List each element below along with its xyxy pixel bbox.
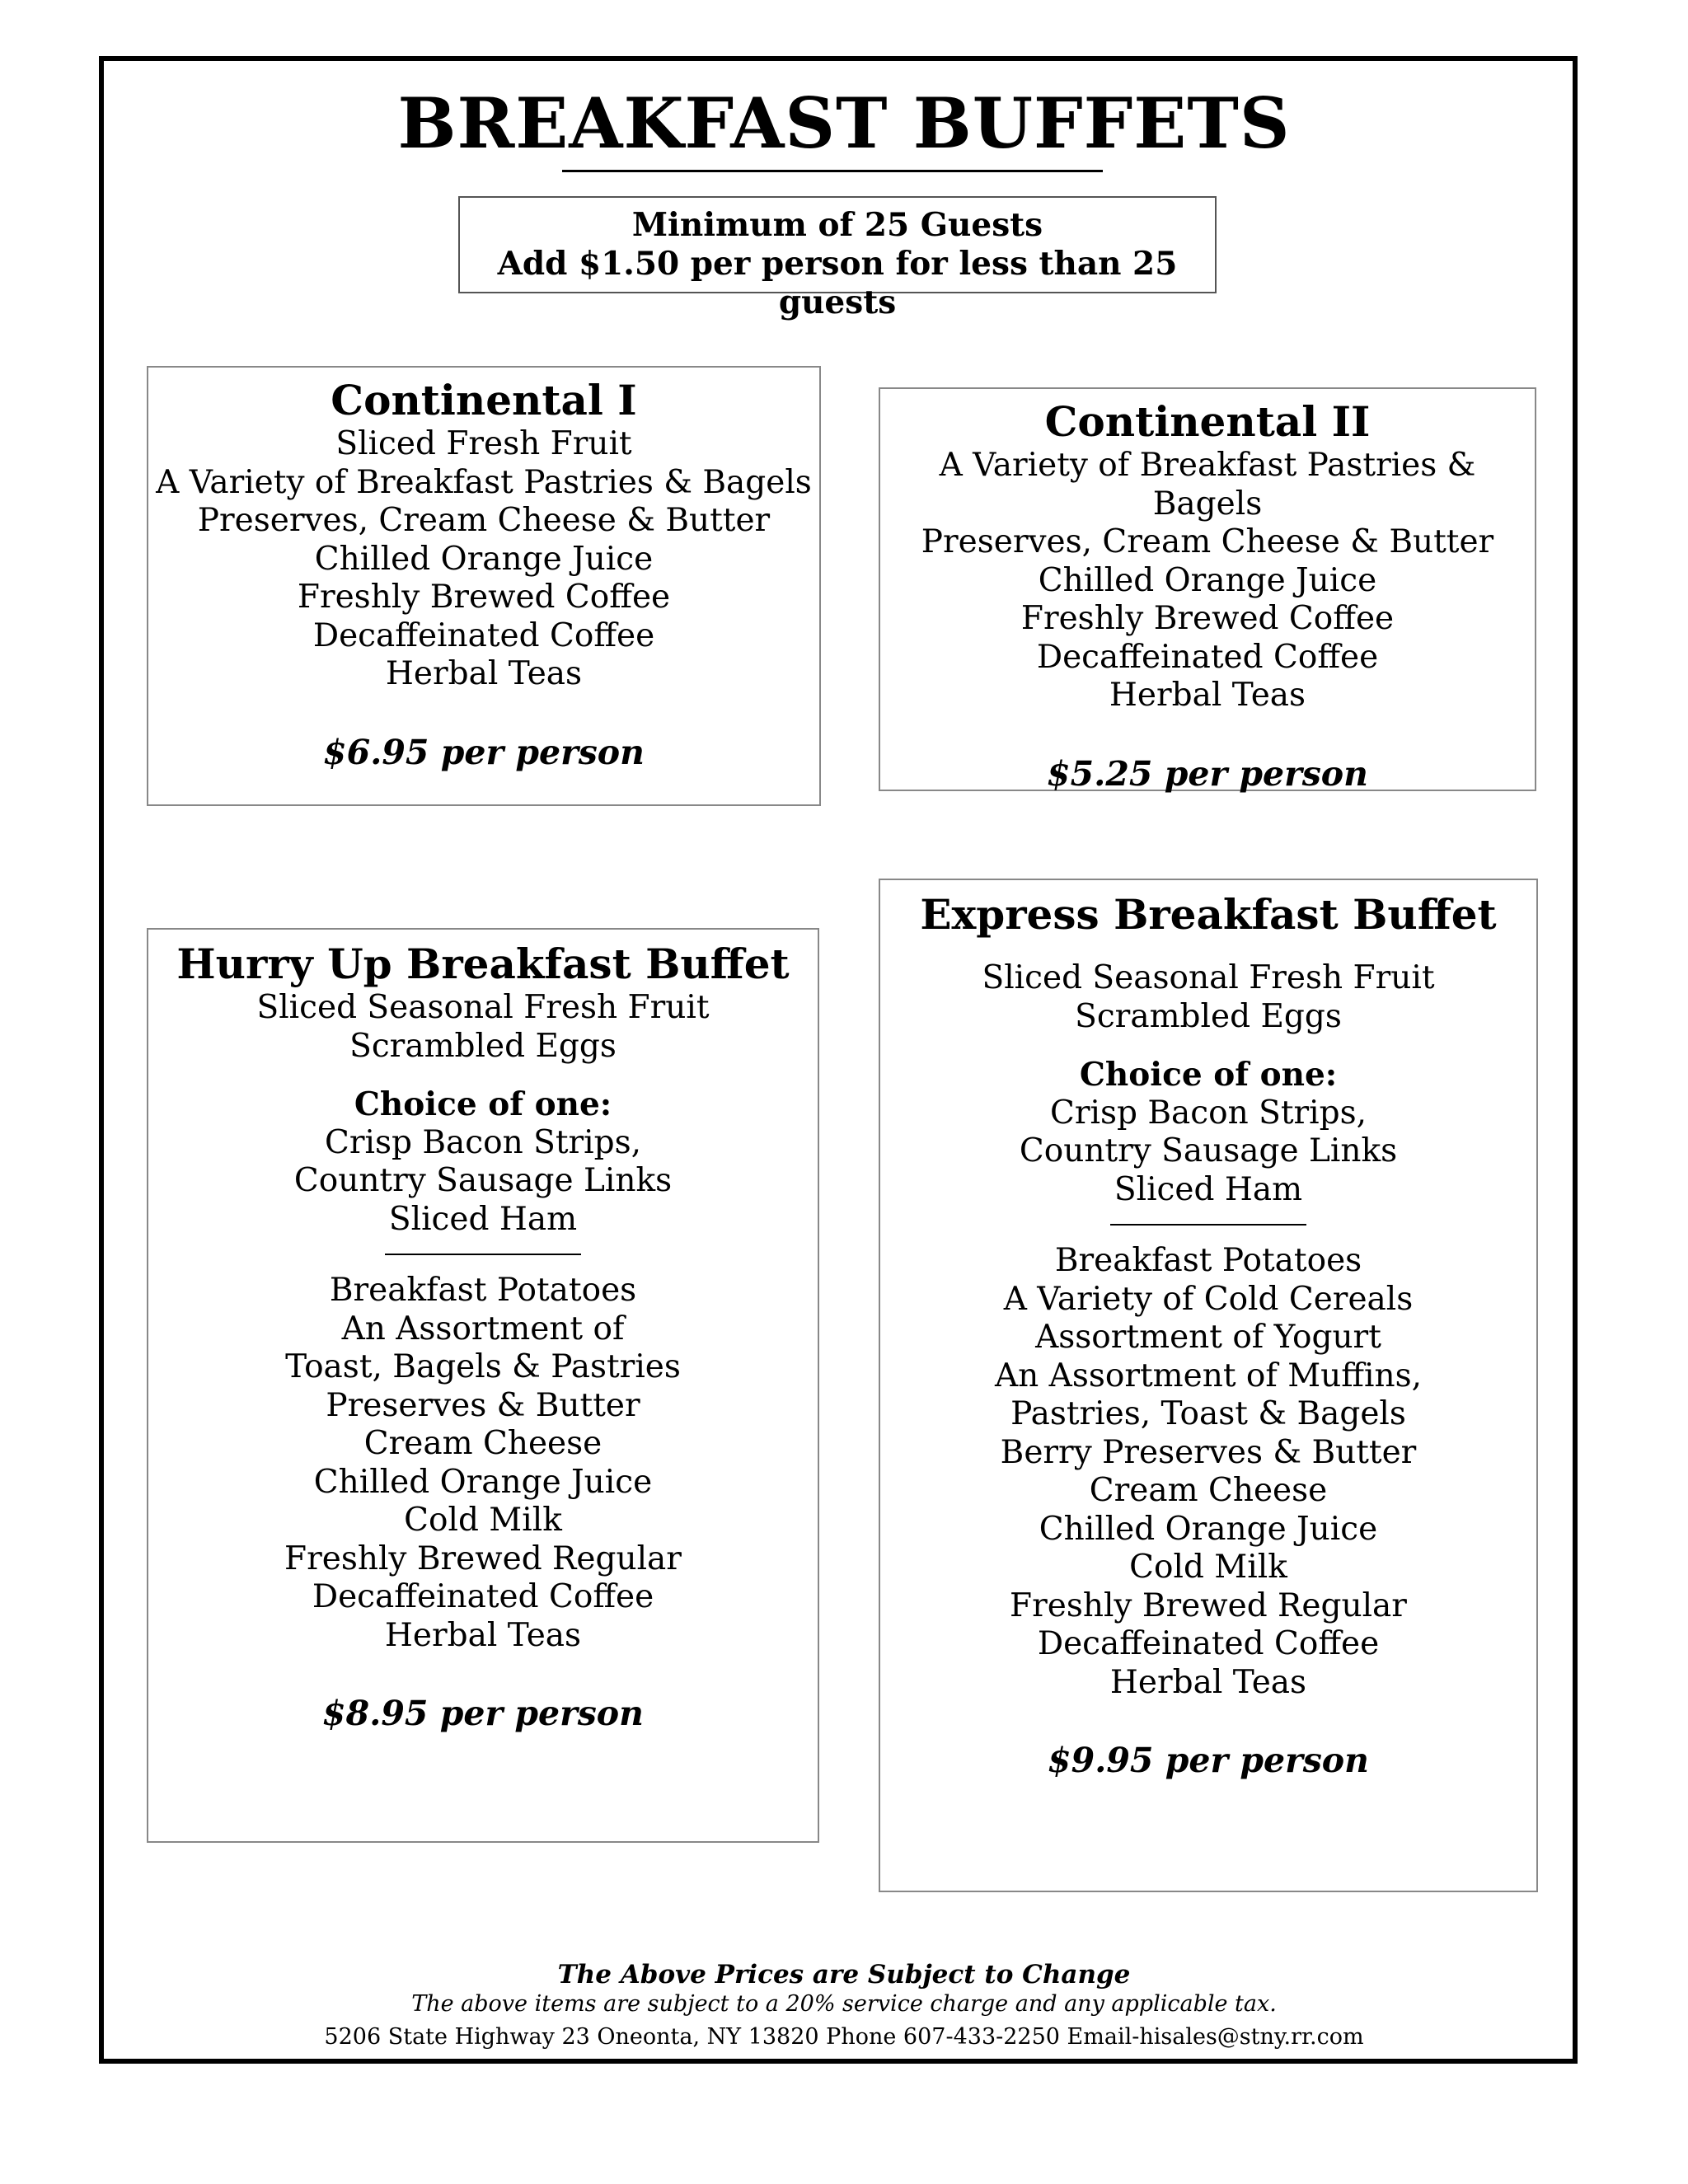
choice-item: Sliced Ham [388, 1200, 578, 1238]
section-divider [385, 1254, 581, 1255]
menu-item: Freshly Brewed Coffee [1020, 600, 1395, 637]
menu-item: Breakfast Potatoes [329, 1272, 637, 1309]
menu-item: Freshly Brewed Coffee [297, 579, 671, 616]
title-underline [562, 170, 1103, 172]
menu-item: A Variety of Cold Cereals [1003, 1280, 1414, 1318]
hurry-up-buffet-card [147, 928, 819, 1843]
menu-item: Herbal Teas [1109, 1663, 1307, 1701]
menu-item: Cold Milk [404, 1502, 562, 1539]
continental-2-card [879, 387, 1536, 794]
surcharge-line: Add $1.50 per person for less than 25 guests [497, 245, 1178, 321]
menu-item: Cream Cheese [1089, 1472, 1328, 1509]
choice-item: Crisp Bacon Strips, [1050, 1094, 1367, 1132]
menu-item: Chilled Orange Juice [1038, 561, 1377, 599]
choice-heading: Choice of one: [354, 1085, 612, 1123]
continental-1-card [147, 366, 821, 806]
minimum-guests-box [458, 196, 1217, 321]
menu-item: Herbal Teas [1109, 677, 1306, 714]
choice-item: Country Sausage Links [1019, 1132, 1398, 1169]
menu-item: Scrambled Eggs [1075, 997, 1342, 1035]
page-title: BREAKFAST BUFFETS [397, 82, 1291, 164]
card-title: Hurry Up Breakfast Buffet [176, 940, 790, 988]
menu-item: Berry Preserves & Butter [1000, 1433, 1417, 1471]
card-title: Continental II [1044, 397, 1371, 446]
menu-item: Herbal Teas [384, 1616, 582, 1654]
price: $6.95 per person [323, 732, 645, 772]
menu-item: Chilled Orange Juice [313, 1463, 653, 1501]
choice-item: Crisp Bacon Strips, [325, 1123, 641, 1161]
menu-item: Decaffeinated Coffee [1037, 1625, 1380, 1662]
menu-item: Toast, Bagels & Pastries [285, 1348, 681, 1385]
menu-item: Herbal Teas [385, 655, 583, 692]
menu-item: A Variety of Breakfast Pastries & Bagels [156, 463, 812, 501]
menu-item: Decaffeinated Coffee [312, 616, 655, 654]
menu-item: An Assortment of Muffins, [995, 1357, 1422, 1394]
menu-item: A Variety of Breakfast Pastries & Bagels [939, 447, 1476, 523]
menu-item: Sliced Seasonal Fresh Fruit [982, 959, 1435, 996]
menu-item: An Assortment of [341, 1310, 625, 1347]
card-title: Express Breakfast Buffet [920, 890, 1497, 939]
menu-item: Preserves, Cream Cheese & Butter [197, 502, 771, 539]
menu-item: Assortment of Yogurt [1035, 1319, 1381, 1356]
menu-item: Decaffeinated Coffee [1036, 638, 1379, 676]
menu-item: Pastries, Toast & Bagels [1010, 1395, 1406, 1432]
menu-item: Sliced Fresh Fruit [335, 425, 632, 462]
choice-heading: Choice of one: [1079, 1056, 1338, 1094]
card-title: Continental I [331, 376, 637, 424]
menu-item: Chilled Orange Juice [1039, 1510, 1378, 1548]
menu-item: Breakfast Potatoes [1054, 1242, 1362, 1279]
menu-item: Preserves & Butter [326, 1386, 640, 1424]
menu-item: Preserves, Cream Cheese & Butter [921, 523, 1494, 560]
minimum-guests-line: Minimum of 25 Guests [631, 206, 1043, 244]
menu-item: Cream Cheese [363, 1425, 603, 1462]
choice-item: Sliced Ham [1114, 1170, 1303, 1208]
section-divider [1110, 1224, 1306, 1226]
price: $8.95 per person [322, 1694, 644, 1733]
menu-item: Sliced Seasonal Fresh Fruit [256, 989, 710, 1026]
contact-info: 5206 State Highway 23 Oneonta, NY 13820 Phone 607-433-2250 Email-hisales@stny.rr.com [324, 2024, 1364, 2050]
choice-item: Country Sausage Links [293, 1162, 673, 1199]
service-charge-notice: The above items are subject to a 20% service charge and any applicable tax. [411, 1991, 1277, 2017]
express-buffet-card [879, 879, 1538, 1892]
price: $5.25 per person [1047, 753, 1368, 794]
menu-item: Freshly Brewed Regular [1010, 1586, 1407, 1624]
price-change-notice: The Above Prices are Subject to Change [557, 1960, 1131, 1990]
menu-item: Chilled Orange Juice [314, 540, 654, 578]
menu-item: Cold Milk [1129, 1549, 1287, 1586]
price: $9.95 per person [1048, 1741, 1369, 1780]
menu-item: Freshly Brewed Regular [284, 1540, 682, 1577]
menu-item: Scrambled Eggs [349, 1027, 617, 1065]
menu-item: Decaffeinated Coffee [312, 1578, 654, 1615]
